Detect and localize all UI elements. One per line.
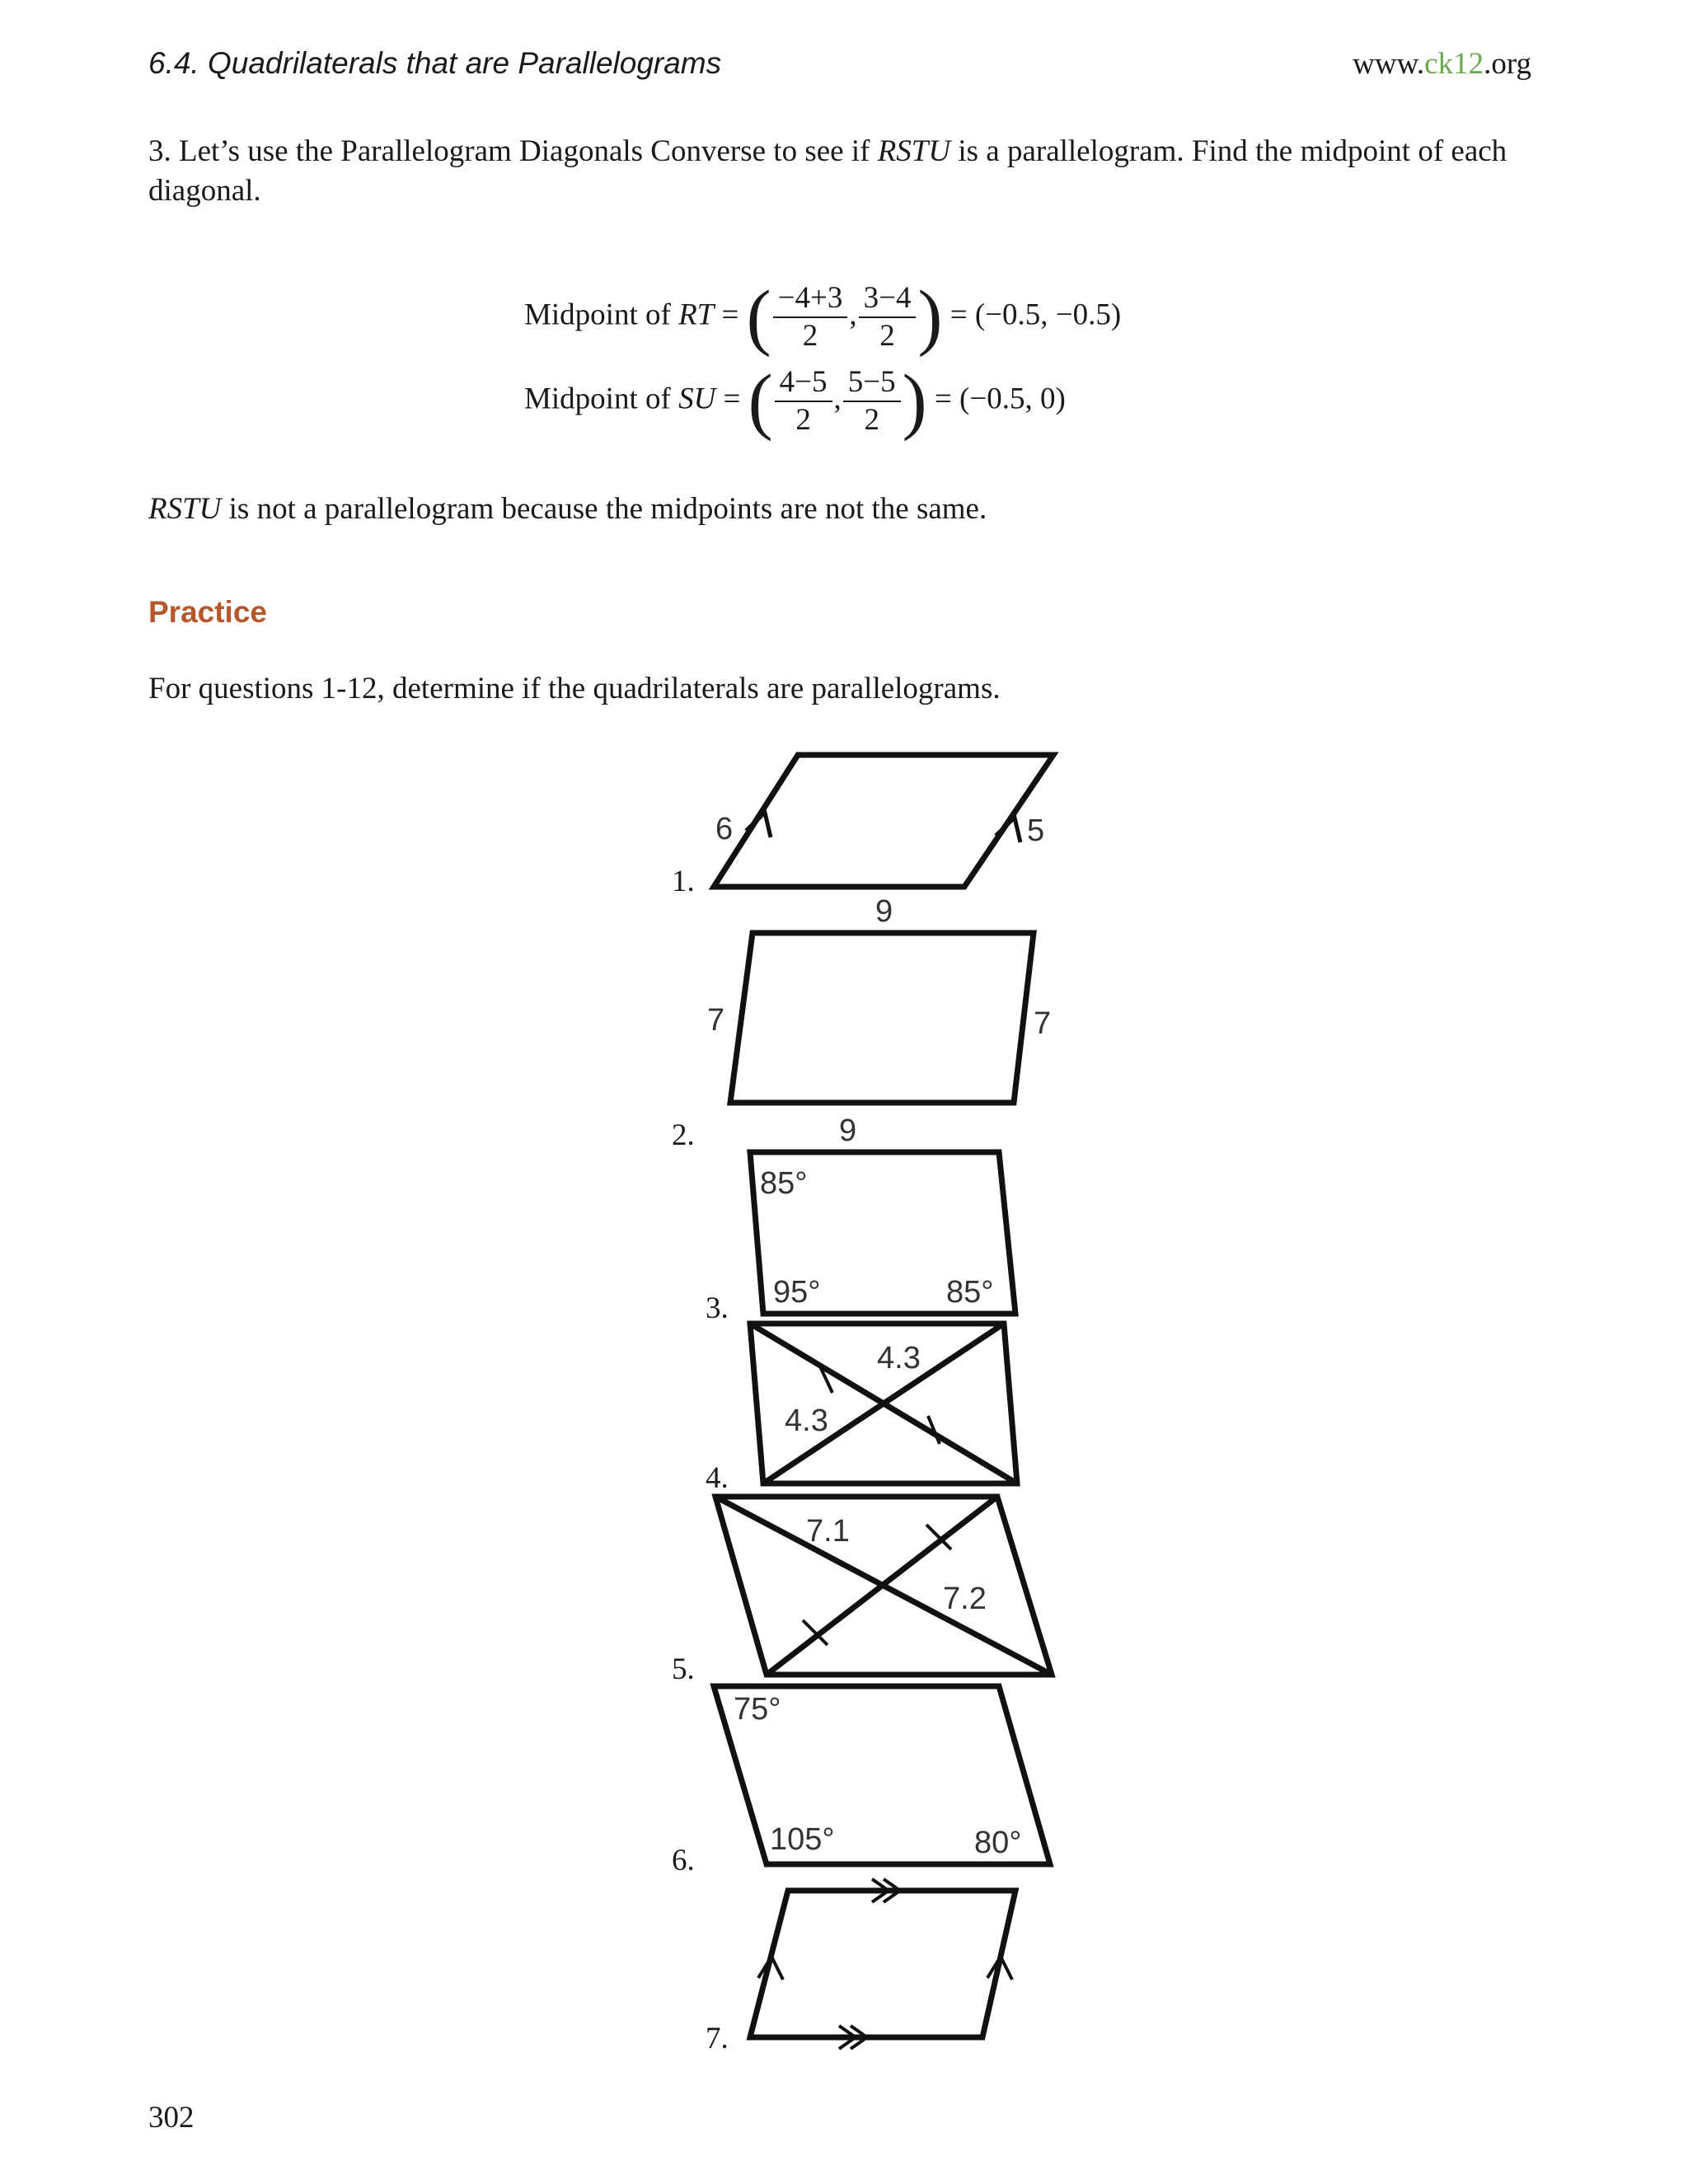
open-paren: ( bbox=[746, 276, 771, 358]
example-text-a: 3. Let’s use the Parallelogram Diagonals Converse to see if bbox=[148, 134, 878, 168]
example-var: RSTU bbox=[877, 134, 951, 168]
page-number: 302 bbox=[148, 2101, 195, 2135]
fraction-y: $\frac{3-4}{2}$ bbox=[859, 280, 917, 354]
fig3-label: 85° bbox=[946, 1275, 994, 1310]
site-brand: ck12 bbox=[1424, 47, 1484, 81]
question-number: 6. bbox=[672, 1844, 695, 1877]
close-paren: ) bbox=[902, 360, 927, 442]
question-number: 5. bbox=[672, 1652, 695, 1686]
question-number: 1. bbox=[672, 865, 695, 898]
fig6-label: 80° bbox=[974, 1825, 1022, 1860]
practice-instructions: For questions 1-12, determine if the quadrilaterals are parallelograms. bbox=[148, 672, 1001, 705]
equation-rt: Midpoint of RT = ( $\frac{-4+3}{2}$ , $\frac{3-4}{2}$ ) = (−0.5, −0.5) bbox=[524, 276, 1122, 358]
fig2-label: 7 bbox=[1034, 1006, 1052, 1041]
close-paren: ) bbox=[917, 276, 943, 358]
eq-sign: = bbox=[723, 382, 741, 416]
eq-label: Midpoint of bbox=[524, 382, 679, 416]
eq-label: Midpoint of bbox=[524, 298, 679, 332]
site-suffix: .org bbox=[1484, 47, 1531, 81]
fig2-label: 7 bbox=[707, 1003, 725, 1038]
eq-segment: SU bbox=[678, 382, 716, 416]
open-paren: ( bbox=[748, 360, 773, 442]
question-number: 4. bbox=[706, 1461, 729, 1495]
conclusion-var: RSTU bbox=[148, 492, 222, 526]
eq-result: = (−0.5, 0) bbox=[934, 382, 1066, 416]
section-title: 6.4. Quadrilaterals that are Parallelograms bbox=[148, 46, 722, 80]
fig3-label: 95° bbox=[773, 1275, 821, 1310]
fig1-label: 6 bbox=[715, 812, 734, 846]
fraction-y: $\frac{5-5}{2}$ bbox=[843, 364, 901, 438]
fraction-x: $\frac{-4+3}{2}$ bbox=[773, 280, 848, 354]
fig4-label: 4.3 bbox=[785, 1404, 828, 1438]
question-number: 7. bbox=[706, 2022, 729, 2055]
equation-su: Midpoint of SU = ( $\frac{4-5}{2}$ , $\frac{5-5}{2}$ ) = (−0.5, 0) bbox=[524, 360, 1066, 442]
fig1-label: 9 bbox=[875, 894, 893, 929]
site-prefix: www. bbox=[1353, 47, 1425, 81]
figure-2-shape bbox=[730, 933, 1034, 1103]
fig5-label: 7.2 bbox=[943, 1582, 987, 1616]
fig1-label: 5 bbox=[1027, 813, 1045, 848]
example-text-b: is a parallelogram. Find the midpoint of each diagonal. bbox=[148, 134, 1507, 208]
practice-heading: Practice bbox=[148, 595, 267, 629]
eq-sign: = bbox=[721, 298, 739, 332]
question-number: 3. bbox=[706, 1291, 729, 1325]
fig2-label: 9 bbox=[839, 1113, 857, 1148]
fig3-label: 85° bbox=[760, 1166, 808, 1201]
question-number: 2. bbox=[672, 1118, 695, 1152]
figure-7-shape bbox=[750, 1891, 1015, 2037]
conclusion-text: is not a parallelogram because the midpoints are not the same. bbox=[221, 492, 987, 526]
eq-result: = (−0.5, −0.5) bbox=[950, 298, 1122, 332]
fig4-label: 4.3 bbox=[877, 1341, 921, 1376]
fig5-label: 7.1 bbox=[806, 1514, 850, 1549]
fig6-label: 105° bbox=[770, 1822, 835, 1857]
fig6-label: 75° bbox=[734, 1692, 781, 1727]
eq-segment: RT bbox=[678, 298, 715, 332]
fraction-x: $\frac{4-5}{2}$ bbox=[775, 364, 832, 438]
